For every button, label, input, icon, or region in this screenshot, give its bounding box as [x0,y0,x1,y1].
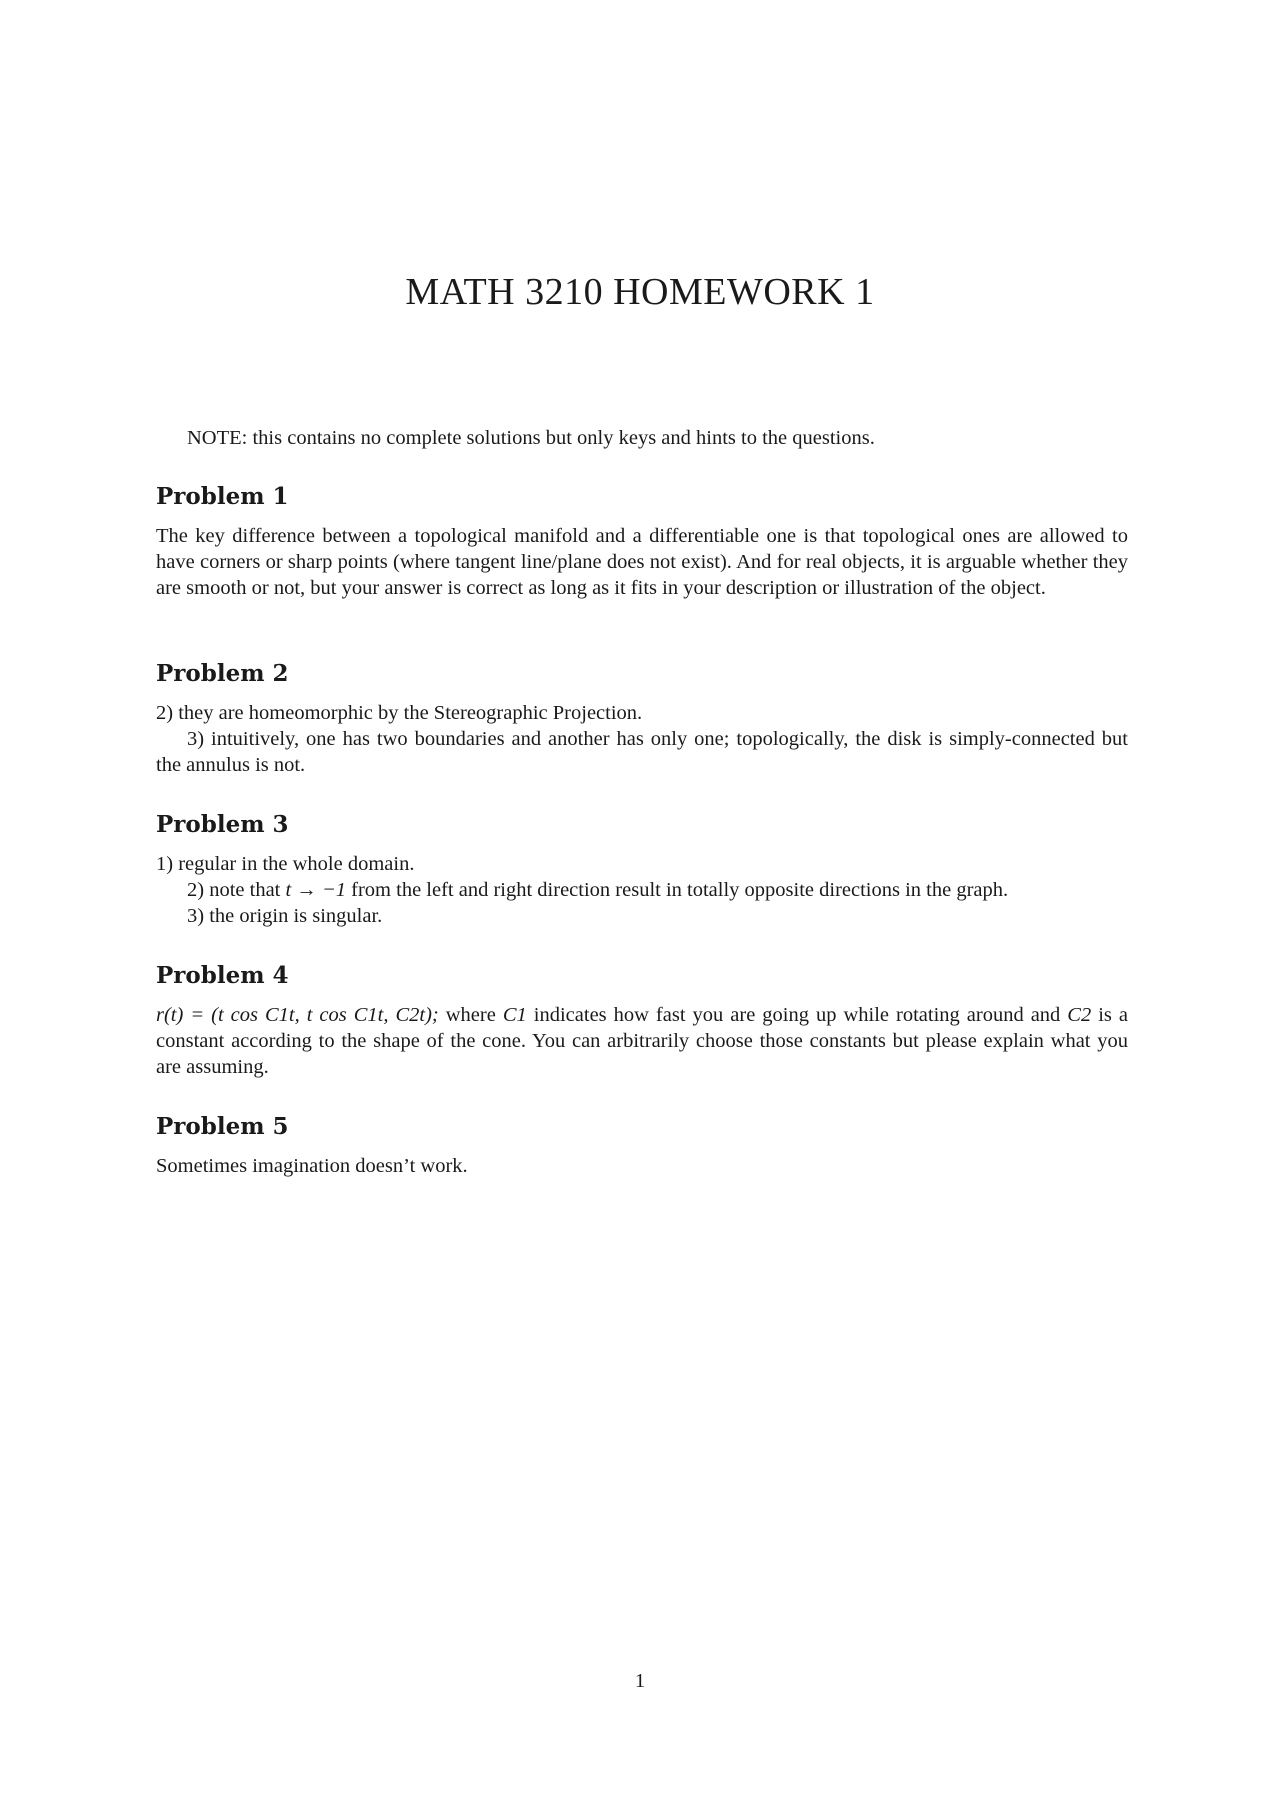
problem-4-text [156,1002,1128,1080]
problem-4-where: where [445,1004,496,1026]
problem-4-c2-text: is a constant according to the shape of the cone. You can arbitrarily choose those constants but please explain what you are assuming. [156,1004,1129,1078]
problem-3-part-2-tail: from the left and right direction result in totally opposite directions in the graph. [351,879,1009,901]
problem-4-c1: C1 [502,1004,527,1026]
problem-5-section [156,1113,1128,1179]
problem-2-part-2: 2) they are homeomorphic by the Stereographic Projection. [156,702,643,724]
problem-4-c2: C2 [1067,1004,1092,1026]
problem-3-part-3: 3) the origin is singular. [187,905,383,927]
problem-4-heading: Problem 4 [156,962,289,989]
document-title: MATH 3210 HOMEWORK 1 [405,271,875,313]
problem-3-limit-expression: t → −1 [285,879,347,901]
problem-1-heading: Problem 1 [156,483,289,510]
problem-3-part-1: 1) regular in the whole domain. [156,853,415,875]
problem-1-text: The key difference between a topological manifold and a differentiable one is that topological ones are allowed to have corners or sharp points (where tangent line/plane does not exist). And for real objects, it is arguable whether they are smooth or not, but your answer is correct as long as it fits in your description or illustration of the object. [156,525,1128,599]
problem-2-heading: Problem 2 [156,660,289,687]
note-text: NOTE: this contains no complete solutions but only keys and hints to the questions. [187,427,875,449]
problem-5-heading: Problem 5 [156,1113,289,1140]
problem-4-formula: r(t) = (t cos C1t, t cos C1t, C2t); [156,1004,439,1026]
page-number: 1 [634,1670,646,1692]
problem-3-part-2-lead: 2) note that [187,879,281,901]
problem-4-c1-text: indicates how fast you are going up while rotating around and [533,1004,1061,1026]
problem-2-section [156,660,1128,778]
problem-5-text: Sometimes imagination doesn’t work. [156,1155,468,1177]
problem-2-part-3: 3) intuitively, one has two boundaries and another has only one; topologically, the disk is simply-connected but the annulus is not. [156,728,1128,776]
problem-4-section [156,962,1128,1080]
problem-1-section [156,483,1128,601]
problem-3-heading: Problem 3 [156,811,289,838]
problem-3-part-2 [156,877,1128,903]
problem-3-section [156,811,1128,929]
